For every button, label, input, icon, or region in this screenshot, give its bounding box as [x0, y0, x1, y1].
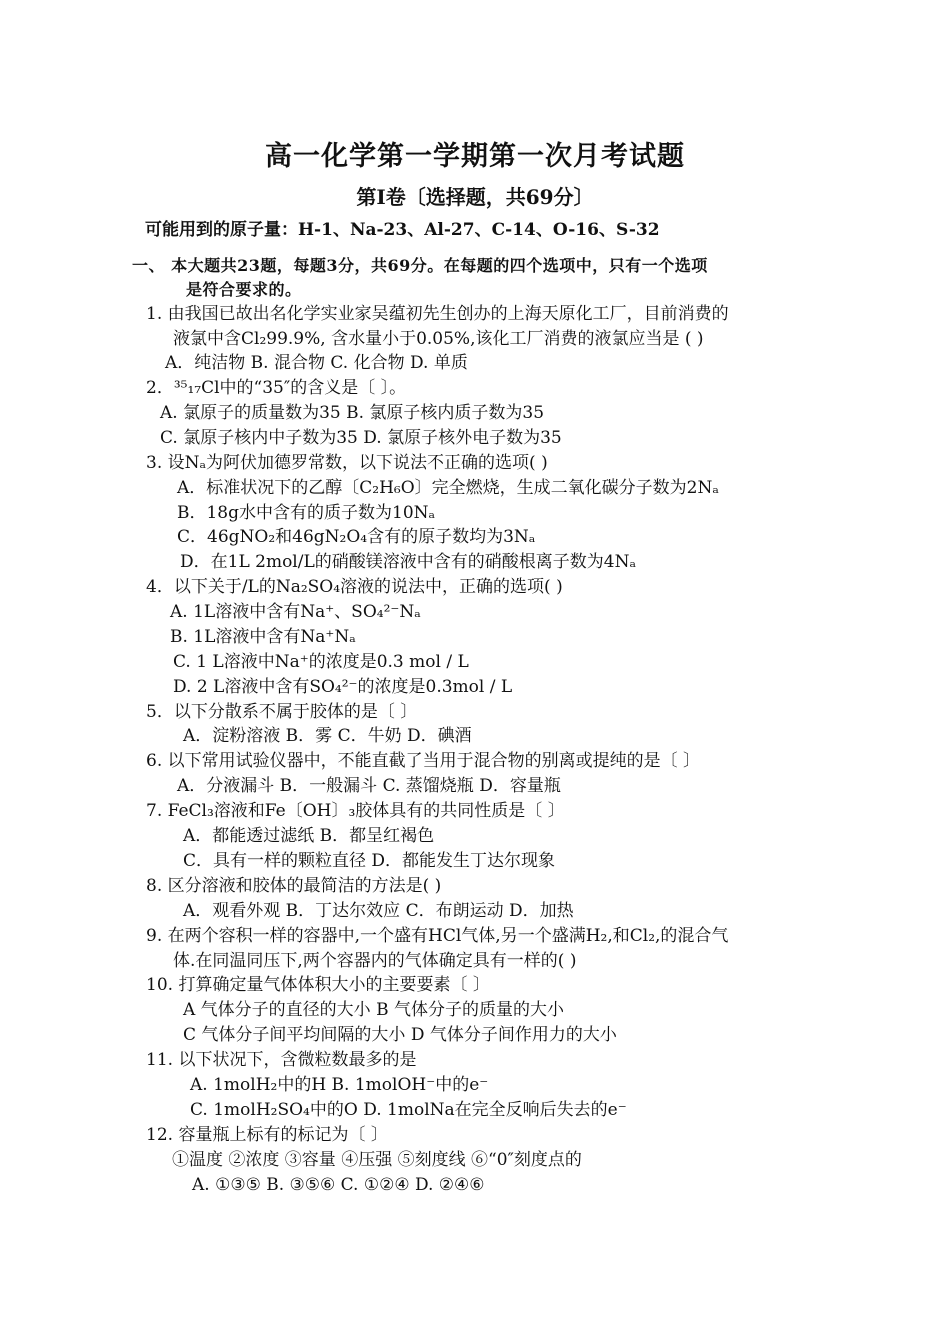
q1-stem-cont: 液氯中含Cl₂99.9%, 含水量小于0.05%,该化工厂消费的液氯应当是 ( ) [173, 329, 704, 349]
q9-stem-cont: 体.在同温同压下,两个容器内的气体确定具有一样的( ) [173, 951, 577, 971]
q4-option-a: A. 1L溶液中含有Na⁺、SO₄²⁻Nₐ [170, 602, 421, 622]
q11-options-ab: A. 1molH₂中的H B. 1molOH⁻中的e⁻ [190, 1075, 489, 1095]
q8-options: A．观看外观 B．丁达尔效应 C．布朗运动 D．加热 [183, 901, 574, 921]
q6-options: A．分液漏斗 B．一般漏斗 C. 蒸馏烧瓶 D．容量瓶 [177, 776, 561, 796]
q12-options: A. ①③⑤ B. ③⑤⑥ C. ①②④ D. ②④⑥ [192, 1175, 485, 1195]
q10-options-cd: C 气体分子间平均间隔的大小 D 气体分子间作用力的大小 [183, 1025, 617, 1045]
q3-option-c: C．46gNO₂和46gN₂O₄含有的原子数均为3Nₐ [177, 527, 536, 547]
section-instruction-line1: 一、 本大题共23题，每题3分，共69分。在每题的四个选项中，只有一个选项 [132, 256, 708, 275]
q11-stem: 11. 以下状况下，含微粒数最多的是 [146, 1050, 417, 1070]
atomic-masses: 可能用到的原子量：H-1、Na-23、Al-27、C-14、O-16、S-32 [145, 220, 660, 240]
q1-options: A．纯洁物 B. 混合物 C. 化合物 D. 单质 [165, 353, 468, 373]
q7-options-cd: C．具有一样的颗粒直径 D．都能发生丁达尔现象 [183, 851, 556, 871]
q4-option-b: B. 1L溶液中含有Na⁺Nₐ [170, 627, 356, 647]
q10-options-ab: A 气体分子的直径的大小 B 气体分子的质量的大小 [183, 1000, 564, 1020]
q10-stem: 10. 打算确定量气体体积大小的主要要素〔 〕 [146, 975, 490, 995]
q3-option-a: A．标准状况下的乙醇〔C₂H₆O〕完全燃烧，生成二氧化碳分子数为2Nₐ [177, 478, 719, 498]
q12-stem: 12. 容量瓶上标有的标记为〔 〕 [146, 1125, 388, 1145]
q2-options-cd: C. 氯原子核内中子数为35 D. 氯原子核外电子数为35 [160, 428, 562, 448]
q5-stem: 5．以下分散系不属于胶体的是〔 〕 [146, 702, 418, 722]
q4-option-d: D. 2 L溶液中含有SO₄²⁻的浓度是0.3mol / L [173, 677, 513, 697]
q2-stem: 2．³⁵₁₇Cl中的“35″的含义是〔 〕。 [146, 378, 407, 398]
q1-stem: 1. 由我国已故出名化学实业家吴蕴初先生创办的上海天原化工厂，目前消费的 [146, 304, 729, 324]
q9-stem: 9. 在两个容积一样的容器中,一个盛有HCl气体,另一个盛满H₂,和Cl₂,的混合气 [146, 926, 729, 946]
q4-stem: 4．以下关于/L的Na₂SO₄溶液的说法中，正确的选项( ) [146, 577, 563, 597]
q2-options-ab: A. 氯原子的质量数为35 B. 氯原子核内质子数为35 [160, 403, 545, 423]
q4-option-c: C. 1 L溶液中Na⁺的浓度是0.3 mol / L [173, 652, 469, 672]
q3-option-d: D．在1L 2mol/L的硝酸镁溶液中含有的硝酸根离子数为4Nₐ [180, 552, 637, 572]
q5-options: A．淀粉溶液 B．雾 C．牛奶 D．碘酒 [183, 726, 472, 746]
q3-stem: 3. 设Nₐ为阿伏加德罗常数，以下说法不正确的选项( ) [146, 453, 548, 473]
q7-options-ab: A．都能透过滤纸 B．都呈红褐色 [183, 826, 435, 846]
q11-options-cd: C. 1molH₂SO₄中的O D. 1molNa在完全反响后失去的e⁻ [190, 1100, 627, 1120]
section-instruction-line2: 是符合要求的。 [186, 280, 302, 299]
page-subtitle: 第I卷〔选择题，共69分〕 [356, 185, 594, 209]
q8-stem: 8. 区分溶液和胶体的最简洁的方法是( ) [146, 876, 442, 896]
page-title: 高一化学第一学期第一次月考试题 [265, 141, 685, 172]
q6-stem: 6. 以下常用试验仪器中，不能直截了当用于混合物的别离或提纯的是〔 〕 [146, 751, 701, 771]
q12-marks: ①温度 ②浓度 ③容量 ④压强 ⑤刻度线 ⑥“0″刻度点的 [172, 1150, 582, 1170]
q3-option-b: B．18g水中含有的质子数为10Nₐ [177, 503, 436, 523]
q7-stem: 7. FeCl₃溶液和Fe〔OH〕₃胶体具有的共同性质是〔 〕 [146, 801, 565, 821]
